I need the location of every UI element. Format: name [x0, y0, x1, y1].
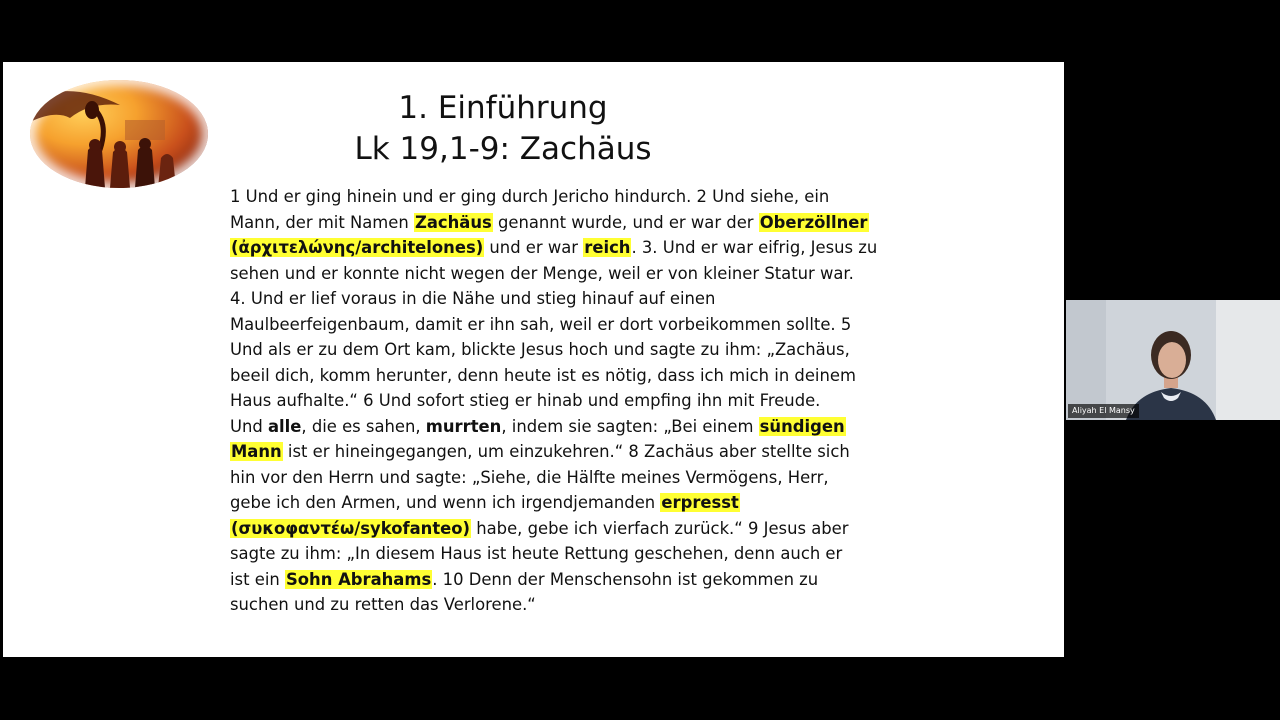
passage-text: . 10 Denn der Menschensohn ist gekommen zu: [432, 569, 819, 589]
presentation-slide: [3, 62, 1064, 657]
passage-text: 1 Und er ging hinein und er ging durch Jericho hindurch. 2 Und siehe, ein: [230, 187, 830, 206]
highlighted-term: sündigen: [759, 416, 845, 436]
passage-text: Mann, der mit Namen: [230, 212, 414, 232]
passage-text: 4. Und er lief voraus in die Nähe und stieg hinauf auf einen: [230, 289, 716, 308]
passage-text: suchen und zu retten das Verlorene.“: [230, 595, 536, 614]
passage-text: genannt wurde, und er war der: [492, 212, 759, 232]
highlighted-term: Zachäus: [414, 212, 492, 232]
zacchaeus-illustration: [30, 80, 208, 188]
highlighted-term: (ἀρχιτελώνης/architelones): [231, 238, 484, 257]
passage-text: Und: [230, 416, 268, 436]
passage-line: [230, 261, 870, 287]
participant-video-tile[interactable]: [1066, 300, 1280, 420]
passage-text: Und als er zu dem Ort kam, blickte Jesus hoch und sagte zu ihm: „Zachäus,: [230, 340, 850, 359]
passage-text: habe, gebe ich vierfach zurück.“ 9 Jesus aber: [471, 518, 849, 538]
passage-line: [230, 541, 870, 567]
highlighted-term: erpresst: [661, 493, 739, 512]
passage-line: [230, 567, 870, 593]
slide-title-line-2: Lk 19,1-9: Zachäus: [354, 131, 652, 167]
passage-text: und er war: [484, 238, 584, 257]
passage-line: [230, 312, 870, 338]
illustration-graphic: [30, 80, 208, 188]
passage-line: [230, 439, 870, 465]
passage-line: [230, 235, 878, 261]
highlighted-term: Oberzöllner: [759, 212, 868, 232]
passage-text: beeil dich, komm herunter, denn heute ist es nötig, dass ich mich in deinem: [230, 365, 856, 385]
passage-line: [230, 286, 870, 312]
highlighted-term: Sohn Abrahams: [285, 569, 432, 589]
highlighted-term: Mann: [231, 442, 282, 461]
passage-line: [230, 465, 870, 491]
passage-text: gebe ich den Armen, und wenn ich irgendjemanden: [230, 493, 661, 512]
passage-line: [230, 337, 870, 363]
highlighted-term: reich: [584, 238, 631, 257]
slide-title: [303, 88, 703, 170]
passage-line: [230, 490, 870, 516]
passage-text: . 3. Und er war eifrig, Jesus zu: [631, 238, 878, 257]
highlighted-term: (συκοφαντέω/sykofanteo): [231, 518, 471, 538]
passage-text: ist er hineingegangen, um einzukehren.“ 8 Zachäus aber stellte sich: [282, 442, 850, 461]
passage-line: [230, 414, 870, 440]
passage-line: [230, 388, 870, 414]
passage-line: [230, 210, 870, 236]
bold-term: alle: [268, 416, 302, 436]
bible-passage: [230, 184, 878, 618]
passage-text: , indem sie sagten: „Bei einem: [501, 416, 759, 436]
passage-text: , die es sahen,: [301, 416, 426, 436]
passage-line: [230, 592, 870, 618]
passage-line: [230, 516, 870, 542]
passage-line: [230, 363, 870, 389]
passage-text: Haus aufhalte.“ 6 Und sofort stieg er hinab und empfing ihn mit Freude.: [230, 391, 821, 410]
slide-title-line-1: 1. Einführung: [398, 90, 608, 126]
passage-text: sagte zu ihm: „In diesem Haus ist heute Rettung geschehen, denn auch er: [230, 544, 843, 563]
participant-name-label: Aliyah El Mansy: [1068, 404, 1139, 418]
bold-term: murrten: [425, 416, 502, 436]
passage-line: [230, 184, 870, 210]
participant-video-feed: [1066, 300, 1280, 420]
passage-text: sehen und er konnte nicht wegen der Menge, weil er von kleiner Statur war.: [230, 263, 854, 283]
passage-text: hin vor den Herrn und sagte: „Siehe, die Hälfte meines Vermögens, Herr,: [230, 467, 829, 487]
passage-text: ist ein: [230, 569, 285, 589]
passage-text: Maulbeerfeigenbaum, damit er ihn sah, weil er dort vorbeikommen sollte. 5: [230, 314, 852, 334]
